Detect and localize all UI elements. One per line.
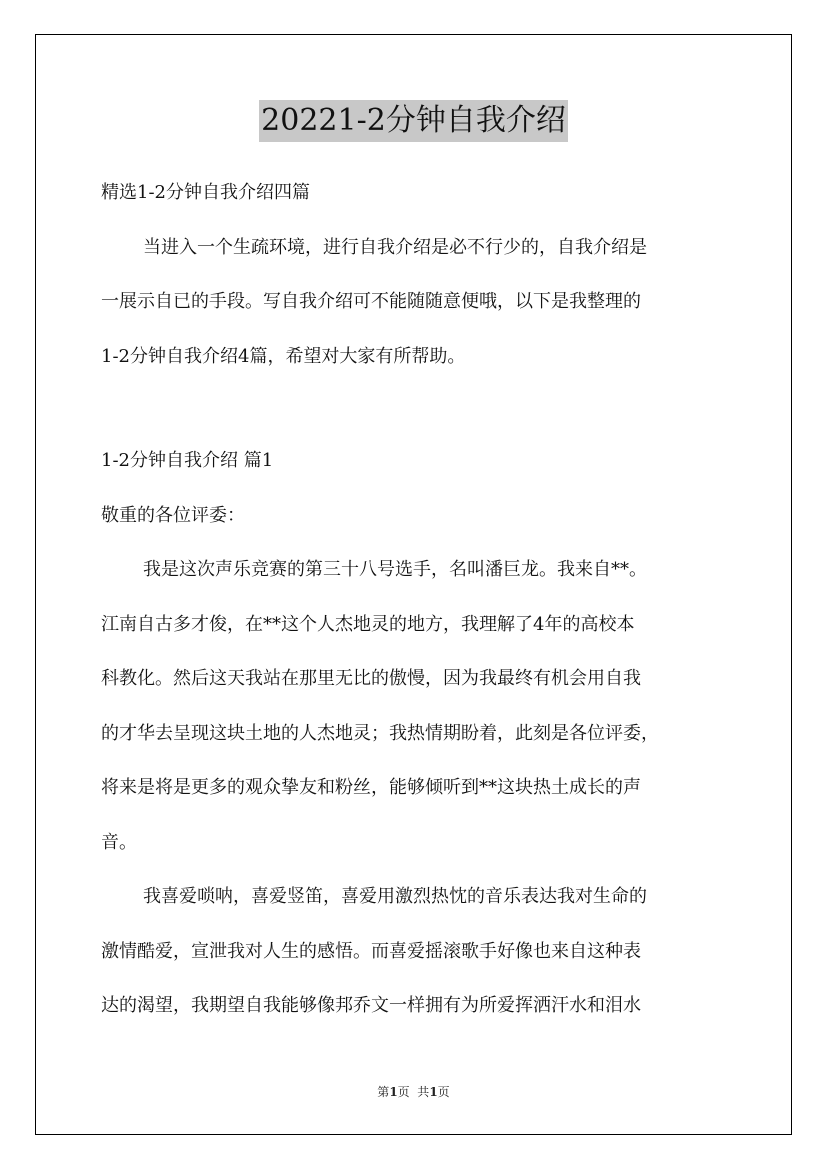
- intro-line-2: 一展示自已的手段。写自我介绍可不能随随意便哦，以下是我整理的: [101, 291, 641, 312]
- para1-line-4: 的才华去呈现这块土地的人杰地灵；我热情期盼着，此刻是各位评委，: [101, 722, 659, 744]
- footer-page-number: 1: [389, 1085, 398, 1099]
- salutation: 敬重的各位评委：: [101, 504, 245, 526]
- para1-line-1: 我是这次声乐竞赛的第三十八号选手，名叫潘巨龙。我来自**。: [143, 559, 647, 580]
- para1-line-3: 科教化。然后这天我站在那里无比的傲慢，因为我最终有机会用自我: [101, 668, 641, 689]
- section-heading: 1-2分钟自我介绍 篇1: [101, 450, 274, 471]
- paragraph-gap: [101, 384, 741, 434]
- title-container: [0, 100, 827, 142]
- intro-line-3: 1-2分钟自我介绍4篇，希望对大家有所帮助。: [101, 345, 466, 367]
- para1-line-6: 音。: [101, 831, 137, 853]
- intro-line-1: 当进入一个生疏环境，进行自我介绍是必不行少的，自我介绍是: [143, 236, 647, 258]
- para2-line-3: 达的渴望，我期望自我能够像邦乔文一样拥有为所爱挥洒汗水和泪水: [101, 995, 641, 1016]
- document-subtitle: 精选1-2分钟自我介绍四篇: [101, 182, 310, 203]
- para2-line-1: 我喜爱唢呐，喜爱竖笛，喜爱用激烈热忱的音乐表达我对生命的: [143, 886, 647, 907]
- page-footer: [0, 1083, 827, 1100]
- footer-suffix: 页: [437, 1085, 450, 1099]
- document-title: 20221-2分钟自我介绍: [259, 100, 568, 142]
- footer-total-pages: 1: [429, 1085, 438, 1099]
- document-body: [101, 166, 741, 1034]
- para1-line-2: 江南自古多才俊，在**这个人杰地灵的地方，我理解了4年的高校本: [101, 613, 635, 635]
- para1-line-5: 将来是将是更多的观众挚友和粉丝，能够倾听到**这块热土成长的声: [101, 777, 641, 798]
- footer-mid: 页 共: [397, 1085, 430, 1099]
- para2-line-2: 激情酷爱，宣泄我对人生的感悟。而喜爱摇滚歌手好像也来自这种表: [101, 940, 641, 962]
- footer-prefix: 第: [377, 1085, 390, 1099]
